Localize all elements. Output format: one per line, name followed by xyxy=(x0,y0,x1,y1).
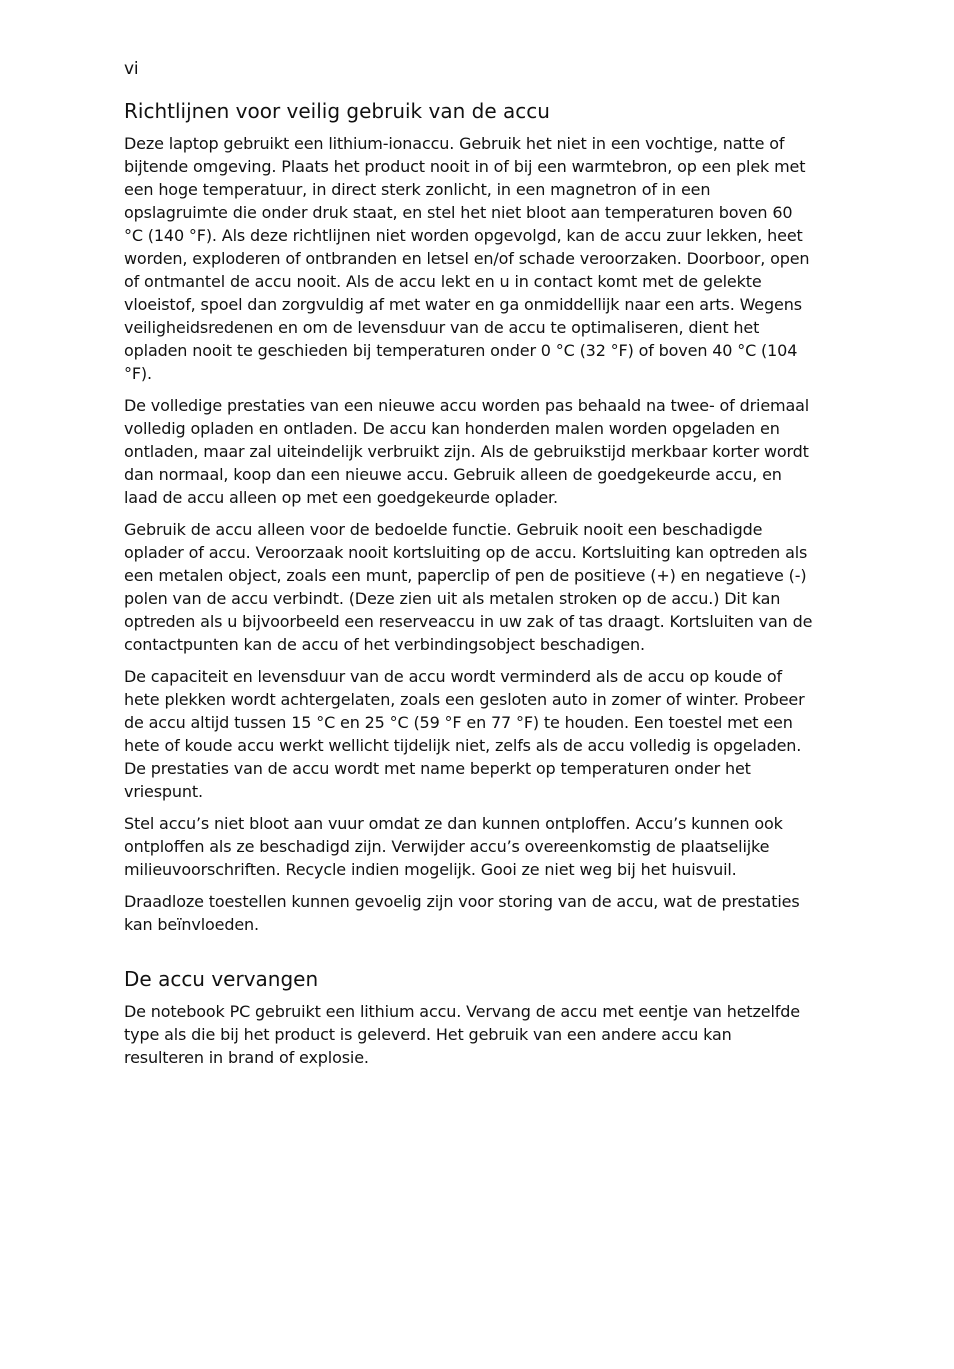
paragraph: De capaciteit en levensduur van de accu wordt verminderd als de accu op koude of hete plekken wordt achtergelaten, zoals een gesloten auto in zomer of winter. Probeer de accu altijd tussen 15 °C en 25 °C (59 °F en 77 °F) te houden. Een toestel met een hete of koude accu werkt wellicht tijdelijk niet, zelfs als de accu volledig is opgeladen. De prestaties van de accu wordt met name beperkt op temperaturen onder het vriespunt. xyxy=(124,667,805,801)
section-heading-battery-safety: Richtlijnen voor veilig gebruik van de accu xyxy=(124,99,550,123)
section-battery-safety xyxy=(124,96,814,936)
section-heading-battery-replacement: De accu vervangen xyxy=(124,967,319,991)
paragraph: Deze laptop gebruikt een lithium-ionaccu. Gebruik het niet in een vochtige, natte of bijtende omgeving. Plaats het product nooit in of bij een warmtebron, op een plek met een hoge temperatuur, in direct sterk zonlicht, in een magnetron of in een opslagruimte die onder druk staat, en stel het niet bloot aan temperaturen boven 60 °C (140 °F). Als deze richtlijnen niet worden opgevolgd, kan de accu zuur lekken, heet worden, exploderen of ontbranden en letsel en/of schade veroorzaken. Doorboor, open of ontmantel de accu nooit. Als de accu lekt en u in contact komt met de gelekte vloeistof, spoel dan zorgvuldig af met water en ga onmiddellijk naar een arts. Wegens veiligheidsredenen en om de levensduur van de accu te optimaliseren, dient het opladen nooit te geschieden bij temperaturen onder 0 °C (32 °F) of boven 40 °C (104 °F). xyxy=(124,134,810,383)
page-number: vi xyxy=(124,59,139,79)
paragraph: Draadloze toestellen kunnen gevoelig zijn voor storing van de accu, wat de prestaties kan beïnvloeden. xyxy=(124,892,800,934)
paragraph: Stel accu’s niet bloot aan vuur omdat ze dan kunnen ontploffen. Accu’s kunnen ook ontploffen als ze beschadigd zijn. Verwijder accu’s overeenkomstig de plaatselijke milieuvoorschriften. Recycle indien mogelijk. Gooi ze niet weg bij het huisvuil. xyxy=(124,814,783,879)
section-battery-replacement xyxy=(124,964,814,1069)
paragraph: De notebook PC gebruikt een lithium accu. Vervang de accu met eentje van hetzelfde type als die bij het product is geleverd. Het gebruik van een andere accu kan resulteren in brand of explosie. xyxy=(124,1002,800,1067)
paragraph: De volledige prestaties van een nieuwe accu worden pas behaald na twee- of driemaal volledig opladen en ontladen. De accu kan honderden malen worden opgeladen en ontladen, maar zal uiteindelijk verbruikt zijn. Als de gebruikstijd merkbaar korter wordt dan normaal, koop dan een nieuwe accu. Gebruik alleen de goedgekeurde accu, en laad de accu alleen op met een goedgekeurde oplader. xyxy=(124,396,810,507)
paragraph: Gebruik de accu alleen voor de bedoelde functie. Gebruik nooit een beschadigde oplader of accu. Veroorzaak nooit kortsluiting op de accu. Kortsluiting kan optreden als een metalen object, zoals een munt, paperclip of pen de positieve (+) en negatieve (-) polen van de accu verbindt. (Deze zien uit als metalen stroken op de accu.) Dit kan optreden als u bijvoorbeeld een reserveaccu in uw zak of tas draagt. Kortsluiten van de contactpunten kan de accu of het verbindingsobject beschadigen. xyxy=(124,520,813,654)
page-content xyxy=(124,96,814,1078)
